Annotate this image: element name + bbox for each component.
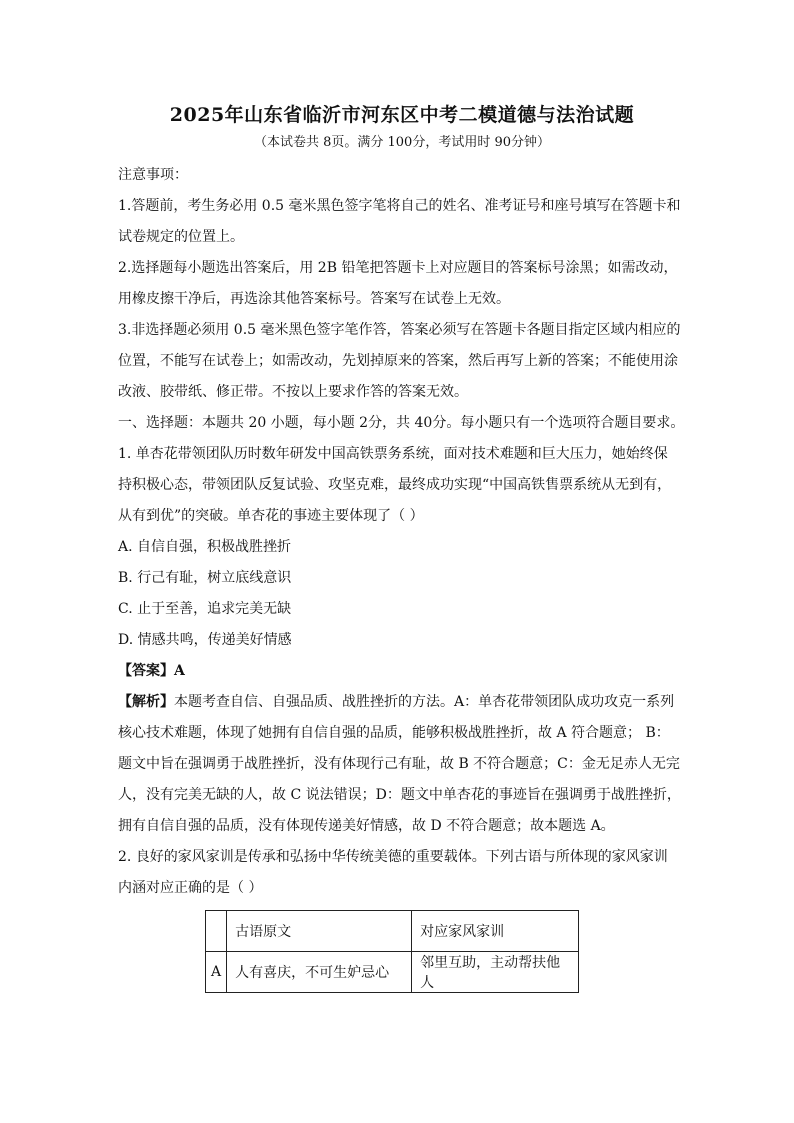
option-d: D. 情感共鸣，传递美好情感 xyxy=(118,632,292,648)
analysis-text: 核心技术难题，体现了她拥有自信自强的品质，能够积极战胜挫折，故 A 符合题意； B： xyxy=(118,725,670,741)
question-stem: 2. 良好的家风家训是传承和弘扬中华传统美德的重要载体。下列古语与所体现的家风家训 xyxy=(118,849,668,865)
question-stem: 从有到优”的突破。单杏花的事迹主要体现了（ ） xyxy=(118,508,424,524)
exam-info: （本试卷共 8页。满分 100分，考试用时 90分钟） xyxy=(253,135,551,150)
table-header-cell: 对应家风家训 xyxy=(412,911,579,952)
answer-line xyxy=(118,656,686,687)
notes-line: 2.选择题每小题选出答案后，用 2B 铅笔把答题卡上对应题目的答案标号涂黑；如需改动， xyxy=(118,260,678,276)
analysis-label: 【解析】 xyxy=(118,694,174,710)
question-stem: 持积极心态，带领团队反复试验、攻坚克难，最终成功实现“中国高铁售票系统从无到有， xyxy=(118,477,672,493)
document-page xyxy=(118,100,686,993)
notes-line: 试卷规定的位置上。 xyxy=(118,229,244,245)
answer-value: A xyxy=(174,663,185,679)
analysis-text: 拥有自信自强的品质，没有体现传递美好情感，故 D 不符合题意；故本题选 A。 xyxy=(118,818,615,834)
analysis-text: 题文中旨在强调勇于战胜挫折，没有体现行己有耻，故 B 不符合题意；C：金无足赤人无完 xyxy=(118,756,680,772)
page-title: 2025年山东省临沂市河东区中考二模道德与法治试题 xyxy=(169,104,635,126)
notes-line: 位置，不能写在试卷上；如需改动，先划掉原来的答案，然后再写上新的答案；不能使用涂 xyxy=(118,353,678,369)
motto-table xyxy=(205,910,579,993)
question-stem: 内涵对应正确的是（ ） xyxy=(118,880,263,896)
section-heading: 一、选择题：本题共 20 小题，每小题 2分，共 40分。每小题只有一个选项符合题目要求。 xyxy=(118,415,685,431)
option-b: B. 行己有耻，树立底线意识 xyxy=(118,570,292,586)
analysis-line xyxy=(118,687,686,718)
option-a: A. 自信自强，积极战胜挫折 xyxy=(118,539,292,555)
table-header-cell: 古语原文 xyxy=(227,911,412,952)
notes-line: 改液、胶带纸、修正带。不按以上要求作答的答案无效。 xyxy=(118,384,468,400)
notes-line: 1.答题前，考生务必用 0.5 毫米黑色签字笔将自己的姓名、准考证号和座号填写在答题卡和 xyxy=(118,198,681,214)
answer-label: 【答案】 xyxy=(118,663,174,679)
notes-heading: 注意事项： xyxy=(118,167,188,183)
notes-line: 用橡皮擦干净后，再选涂其他答案标号。答案写在试卷上无效。 xyxy=(118,291,510,307)
question-stem: 1. 单杏花带领团队历时数年研发中国高铁票务系统，面对技术难题和巨大压力，她始终保 xyxy=(118,446,668,462)
table-cell: A xyxy=(206,952,227,993)
analysis-text: 人，没有完美无缺的人，故 C 说法错误；D：题文中单杏花的事迹旨在强调勇于战胜挫折， xyxy=(118,787,681,803)
table-header-cell xyxy=(206,911,227,952)
table-header-row xyxy=(206,911,579,952)
analysis-text: 本题考查自信、自强品质、战胜挫折的方法。A：单杏花带领团队成功攻克一系列 xyxy=(174,694,675,710)
option-c: C. 止于至善，追求完美无缺 xyxy=(118,601,292,617)
table-cell: 邻里互助，主动帮扶他人 xyxy=(412,952,579,993)
table-row xyxy=(206,952,579,993)
notes-line: 3.非选择题必须用 0.5 毫米黑色签字笔作答，答案必须写在答题卡各题目指定区域内相应的 xyxy=(118,322,681,338)
table-cell: 人有喜庆，不可生妒忌心 xyxy=(227,952,412,993)
